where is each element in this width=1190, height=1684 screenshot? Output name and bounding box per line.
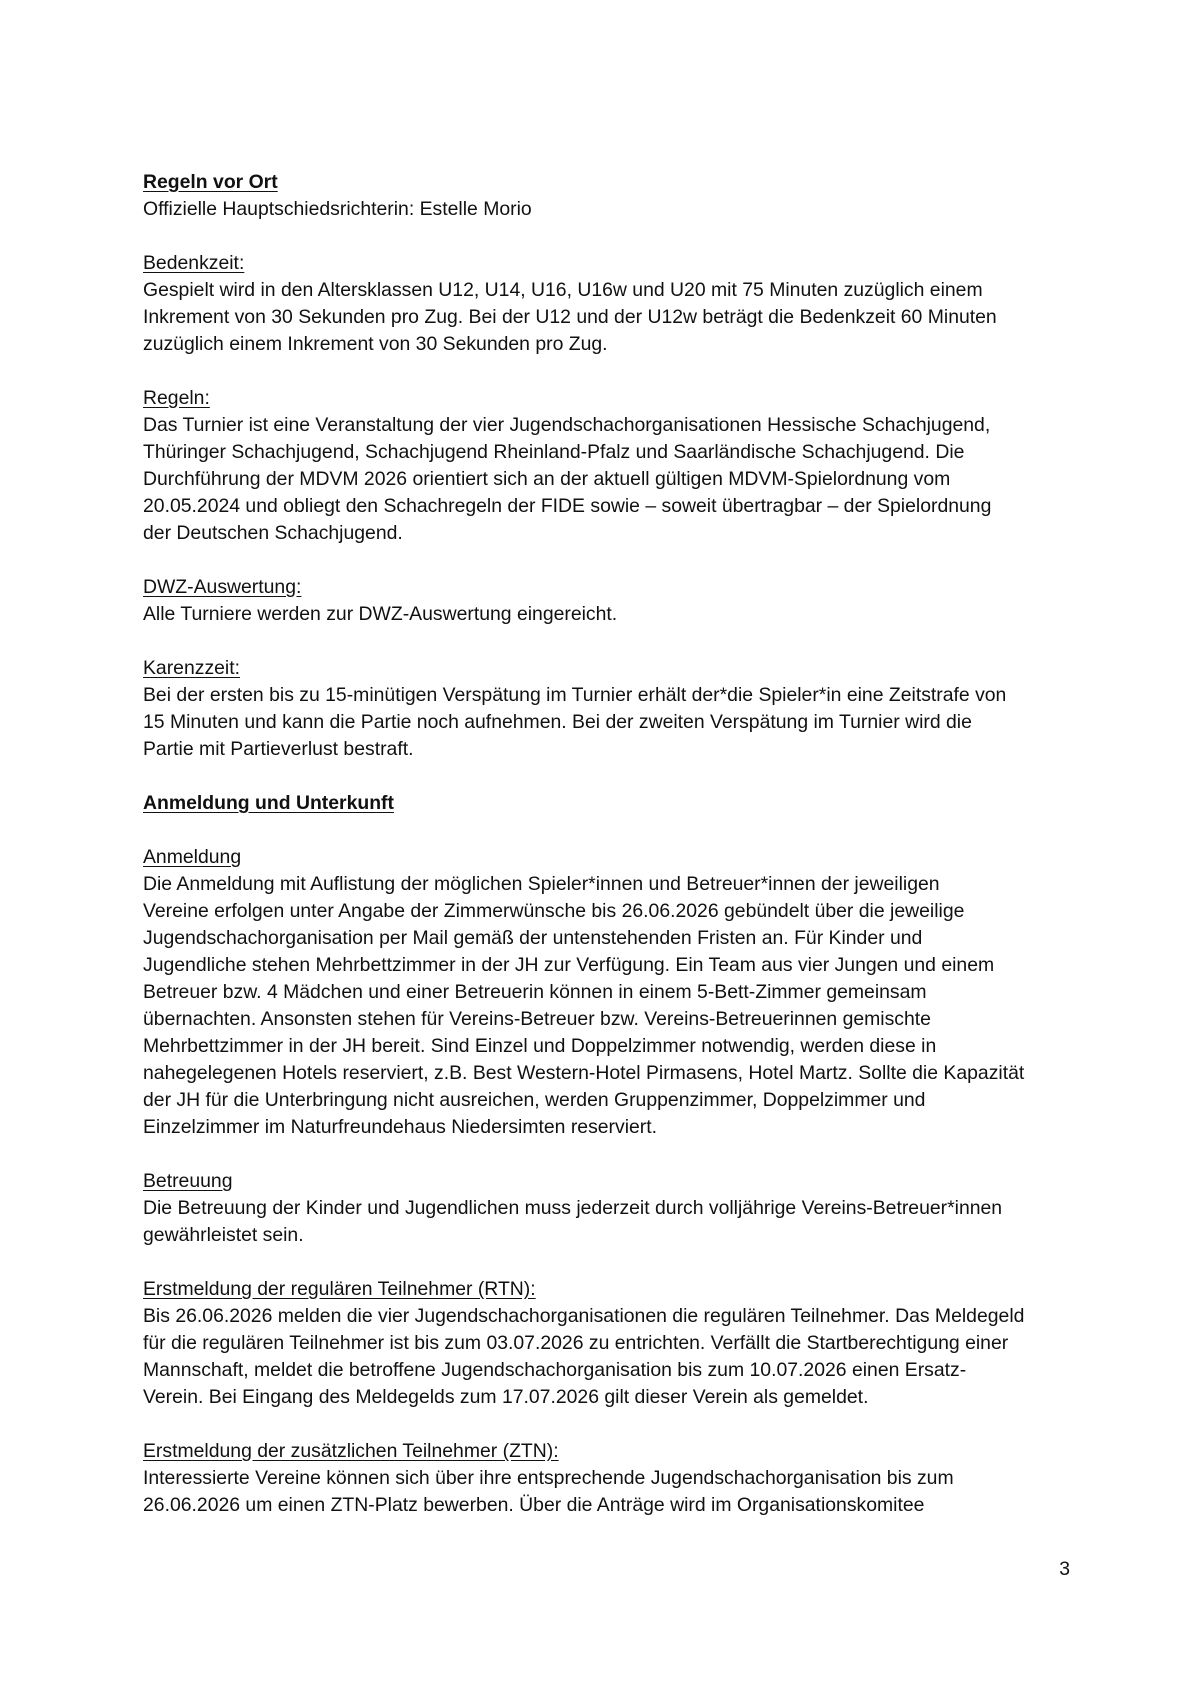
paragraph-line: Bei der ersten bis zu 15-minütigen Verspätung im Turnier erhält der*die Spieler*in eine Zeitstrafe von (143, 684, 1007, 706)
spacer (143, 628, 1073, 655)
paragraph-line: 26.06.2026 um einen ZTN-Platz bewerben. Über die Anträge wird im Organisationskomitee (143, 1494, 925, 1516)
paragraph-line: Thüringer Schachjugend, Schachjugend Rheinland-Pfalz und Saarländische Schachjugend. Die (143, 441, 965, 463)
spacer (143, 817, 1073, 844)
paragraph-line: Inkrement von 30 Sekunden pro Zug. Bei der U12 und der U12w beträgt die Bedenkzeit 60 Minuten (143, 306, 997, 328)
paragraph-line: Jugendliche stehen Mehrbettzimmer in der JH zur Verfügung. Ein Team aus vier Jungen und einem (143, 954, 995, 976)
paragraph-line: Betreuer bzw. 4 Mädchen und einer Betreuerin können in einem 5-Bett-Zimmer gemeinsam (143, 981, 927, 1003)
paragraph-line: 20.05.2024 und obliegt den Schachregeln der FIDE sowie – soweit übertragbar – der Spielordnung (143, 495, 992, 517)
paragraph-line: gewährleistet sein. (143, 1224, 304, 1246)
paragraph-line: Bis 26.06.2026 melden die vier Jugendschachorganisationen die regulären Teilnehmer. Das Meldegeld (143, 1305, 1025, 1327)
spacer (143, 223, 1073, 250)
paragraph-line: zuzüglich einem Inkrement von 30 Sekunden pro Zug. (143, 333, 608, 355)
spacer (143, 1141, 1073, 1168)
subheading-supervision: Betreuung (143, 1170, 233, 1192)
paragraph-line: Einzelzimmer im Naturfreundehaus Niedersimten reserviert. (143, 1116, 658, 1138)
subheading-registration: Anmeldung (143, 846, 242, 868)
paragraph-line: Interessierte Vereine können sich über ihre entsprechende Jugendschachorganisation bis zum (143, 1467, 954, 1489)
paragraph-line: nahegelegenen Hotels reserviert, z.B. Best Western-Hotel Pirmasens, Hotel Martz. Sollte die Kapazität (143, 1062, 1025, 1084)
section-heading-rules: Regeln vor Ort (143, 171, 278, 193)
spacer (143, 547, 1073, 574)
spacer (143, 1249, 1073, 1276)
subheading-dwz: DWZ-Auswertung: (143, 576, 302, 598)
paragraph-line: Alle Turniere werden zur DWZ-Auswertung eingereicht. (143, 603, 618, 625)
paragraph-line: Die Betreuung der Kinder und Jugendlichen muss jederzeit durch volljährige Vereins-Betreuer*innen (143, 1197, 1003, 1219)
paragraph-line: der Deutschen Schachjugend. (143, 522, 403, 544)
paragraph-line: Vereine erfolgen unter Angabe der Zimmerwünsche bis 26.06.2026 gebündelt über die jeweilige (143, 900, 965, 922)
paragraph-line: Mannschaft, meldet die betroffene Jugendschachorganisation bis zum 10.07.2026 einen Ersatz- (143, 1359, 967, 1381)
subheading-time-control: Bedenkzeit: (143, 252, 245, 274)
paragraph-line: Gespielt wird in den Altersklassen U12, U14, U16, U16w und U20 mit 75 Minuten zuzüglich einem (143, 279, 983, 301)
page-number: 3 (1059, 1558, 1070, 1580)
section-heading-registration: Anmeldung und Unterkunft (143, 792, 394, 814)
spacer (143, 1411, 1073, 1438)
paragraph-line: 15 Minuten und kann die Partie noch aufnehmen. Bei der zweiten Verspätung im Turnier wird die (143, 711, 972, 733)
paragraph-line: der JH für die Unterbringung nicht ausreichen, werden Gruppenzimmer, Doppelzimmer und (143, 1089, 926, 1111)
paragraph-line: Durchführung der MDVM 2026 orientiert sich an der aktuell gültigen MDVM-Spielordnung vom (143, 468, 951, 490)
paragraph-line: Partie mit Partieverlust bestraft. (143, 738, 414, 760)
paragraph-line: übernachten. Ansonsten stehen für Vereins-Betreuer bzw. Vereins-Betreuerinnen gemischte (143, 1008, 931, 1030)
spacer (143, 763, 1073, 790)
paragraph-line: für die regulären Teilnehmer ist bis zum 03.07.2026 zu entrichten. Verfällt die Startberechtigung einer (143, 1332, 1009, 1354)
referee-line: Offizielle Hauptschiedsrichterin: Estelle Morio (143, 198, 532, 220)
subheading-grace-period: Karenzzeit: (143, 657, 241, 679)
subheading-ztn: Erstmeldung der zusätzlichen Teilnehmer (ZTN): (143, 1440, 559, 1462)
paragraph-line: Die Anmeldung mit Auflistung der möglichen Spieler*innen und Betreuer*innen der jeweiligen (143, 873, 940, 895)
paragraph-line: Mehrbettzimmer in der JH bereit. Sind Einzel und Doppelzimmer notwendig, werden diese in (143, 1035, 937, 1057)
subheading-regulations: Regeln: (143, 387, 210, 409)
paragraph-line: Jugendschachorganisation per Mail gemäß der untenstehenden Fristen an. Für Kinder und (143, 927, 923, 949)
spacer (143, 358, 1073, 385)
subheading-rtn: Erstmeldung der regulären Teilnehmer (RTN): (143, 1278, 536, 1300)
paragraph-line: Verein. Bei Eingang des Meldegelds zum 17.07.2026 gilt dieser Verein als gemeldet. (143, 1386, 869, 1408)
paragraph-line: Das Turnier ist eine Veranstaltung der vier Jugendschachorganisationen Hessische Schachjugend, (143, 414, 991, 436)
document-page (143, 169, 1073, 1519)
